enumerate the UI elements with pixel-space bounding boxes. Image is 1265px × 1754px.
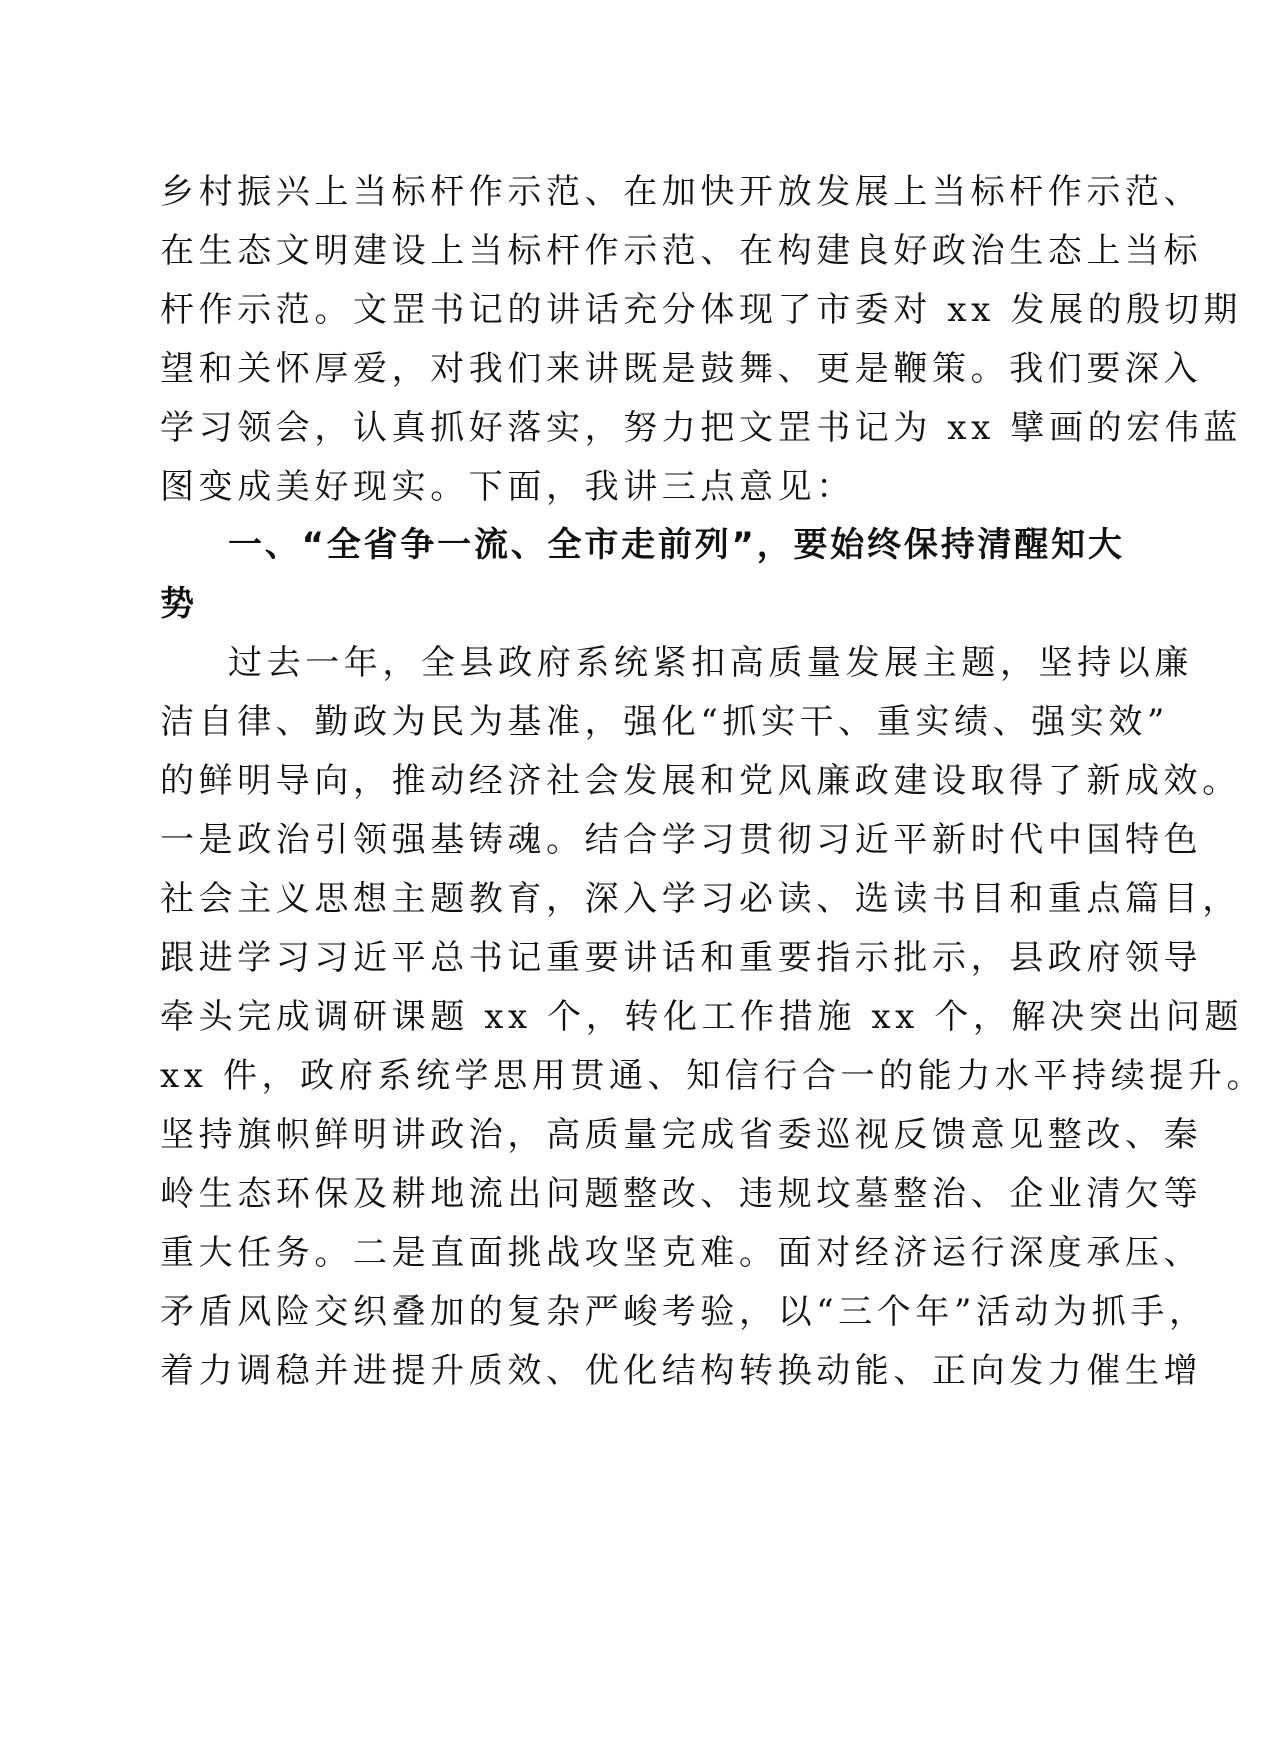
body-text-line: 的鲜明导向，推动经济社会发展和党风廉政建设取得了新成效。 xyxy=(160,761,1241,801)
body-text-line: xx 件，政府系统学思用贯通、知信行合一的能力水平持续提升。 xyxy=(160,1056,1265,1096)
body-text-line: 重大任务。二是直面挑战攻坚克难。面对经济运行深度承压、 xyxy=(160,1233,1203,1273)
body-text-line: 矛盾风险交织叠加的复杂严峻考验，以“三个年”活动为抓手， xyxy=(160,1292,1208,1332)
body-text-line: 在生态文明建设上当标杆作示范、在构建良好政治生态上当标 xyxy=(160,231,1203,271)
section-heading: 一、“全省争一流、全市走前列”，要始终保持清醒知大 xyxy=(228,525,1125,565)
body-text-line: 学习领会，认真抓好落实，努力把文罡书记为 xx 擘画的宏伟蓝 xyxy=(160,408,1242,448)
body-text-line: 跟进学习习近平总书记重要讲话和重要指示批示，县政府领导 xyxy=(160,938,1203,978)
body-text-line: 望和关怀厚爱，对我们来讲既是鼓舞、更是鞭策。我们要深入 xyxy=(160,349,1203,389)
body-text-line: 社会主义思想主题教育，深入学习必读、选读书目和重点篇目， xyxy=(160,879,1241,919)
section-heading-continued: 势 xyxy=(160,584,197,624)
body-text-line: 岭生态环保及耕地流出问题整改、违规坟墓整治、企业清欠等 xyxy=(160,1174,1203,1214)
body-text-line: 坚持旗帜鲜明讲政治，高质量完成省委巡视反馈意见整改、秦 xyxy=(160,1115,1203,1155)
body-text-line: 乡村振兴上当标杆作示范、在加快开放发展上当标杆作示范、 xyxy=(160,172,1203,212)
body-text-line: 洁自律、勤政为民为基准，强化“抓实干、重实绩、强实效” xyxy=(160,702,1169,742)
body-text-line: 着力调稳并进提升质效、优化结构转换动能、正向发力催生增 xyxy=(160,1351,1203,1391)
body-text-line: 牵头完成调研课题 xx 个，转化工作措施 xx 个，解决突出问题 xyxy=(160,997,1244,1037)
body-text-line: 图变成美好现实。下面，我讲三点意见： xyxy=(160,467,855,507)
body-text-line: 一是政治引领强基铸魂。结合学习贯彻习近平新时代中国特色 xyxy=(160,820,1203,860)
paragraph-first-line: 过去一年，全县政府系统紧扣高质量发展主题，坚持以廉 xyxy=(228,643,1193,683)
body-text-line: 杆作示范。文罡书记的讲话充分体现了市委对 xx 发展的殷切期 xyxy=(160,290,1242,330)
